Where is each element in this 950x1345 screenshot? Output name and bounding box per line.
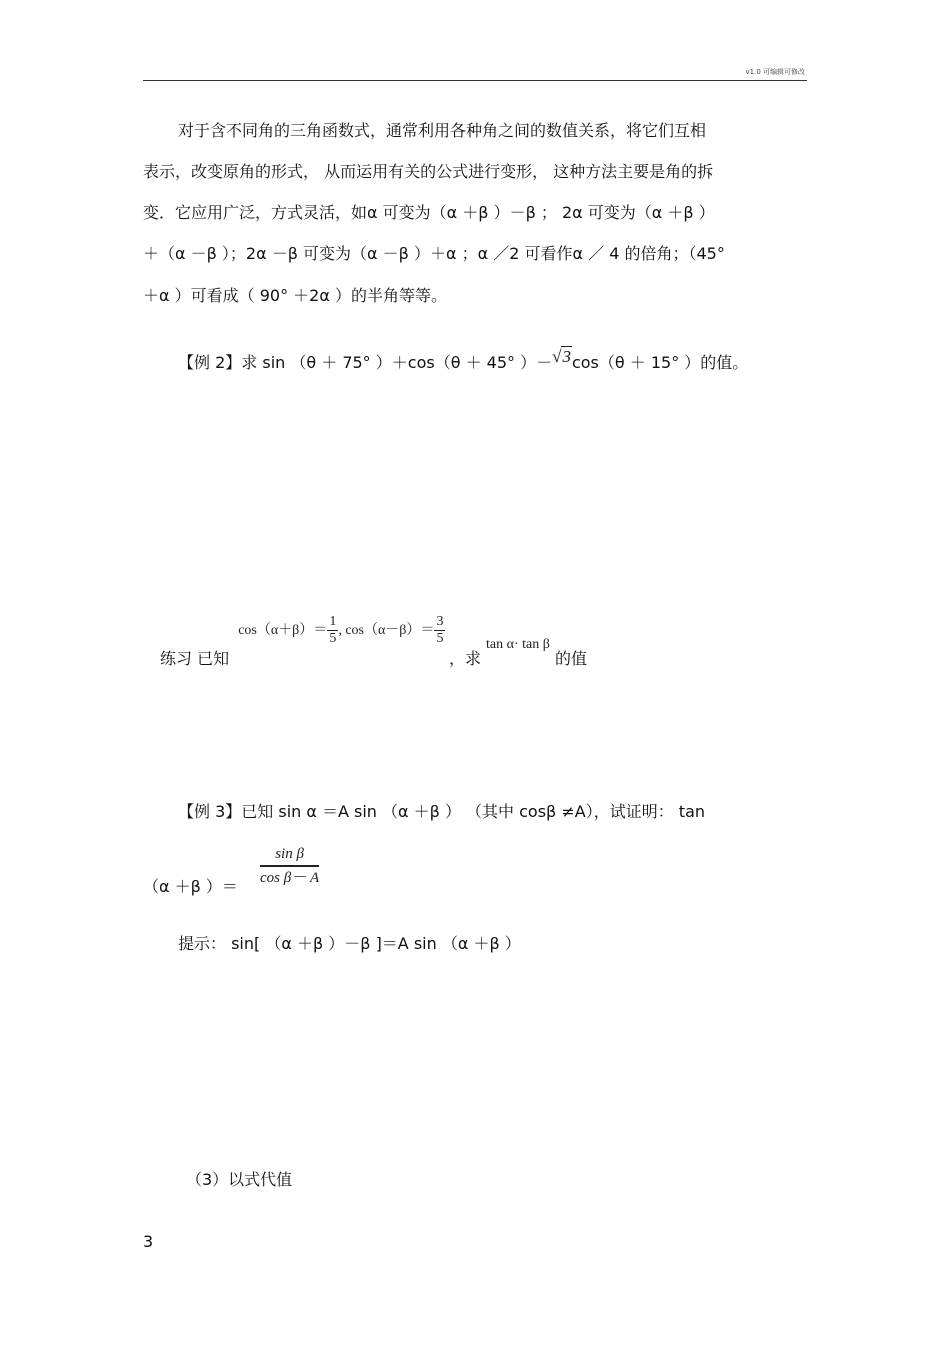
separator: , [338, 622, 346, 638]
intro-line-3: 变．它应用广泛，方式灵活，如α 可变为（α ＋β ）－β ； 2α 可变为（α ＋β ） [143, 203, 715, 222]
sqrt-radicand: 3 [562, 347, 571, 366]
cos-diff-lhs: cos（α－β）＝ [345, 622, 435, 638]
fraction-numerator: 1 [329, 614, 337, 629]
example-3-lhs: （α ＋β ）＝ [143, 877, 238, 896]
header-rule [143, 80, 807, 81]
intro-line-5: ＋α ）可看成（ 90° ＋2α ）的半角等等。 [143, 286, 447, 305]
fraction-numerator: sin β [260, 846, 319, 867]
example-3-line-1: 【例 3】已知 sin α ＝A sin （α ＋β ） （其中 cosβ ≠A），试证明： tan [178, 802, 706, 821]
hint: 提示： sin[ （α ＋β ）－β ]＝A sin （α ＋β ） [178, 934, 521, 953]
practice-tail: 的值 [554, 648, 587, 668]
fraction-numerator: 3 [436, 614, 444, 629]
header-version-note: v1.0 可编辑可修改 [745, 68, 805, 76]
example-2 [178, 347, 749, 373]
fraction-denominator: 5 [329, 631, 337, 646]
practice-mid: ，求 [448, 648, 481, 668]
fraction-denominator: 5 [436, 631, 444, 646]
practice-label: 练习 已知 [160, 648, 230, 668]
example-2-text-b: cos（θ ＋ 15° ）的值。 [571, 353, 749, 372]
fraction-denominator: cos β－ A [260, 870, 320, 886]
example-3-fraction [260, 846, 319, 887]
section-3-heading: （3）以式代值 [186, 1170, 293, 1189]
intro-line-2: 表示，改变原角的形式， 从而运用有关的公式进行变形， 这种方法主要是角的拆 [143, 162, 714, 181]
cos-sum-lhs: cos（α＋β）＝ [238, 622, 328, 638]
sqrt-symbol: √3 [552, 347, 571, 366]
tan-product-expression: tan α· tan β [486, 636, 550, 652]
example-2-text-a: 【例 2】求 sin （θ ＋ 75° ）＋cos（θ ＋ 45° ）－ [178, 353, 553, 372]
intro-line-1: 对于含不同角的三角函数式，通常利用各种角之间的数值关系，将它们互相 [178, 121, 707, 140]
page-number: 3 [143, 1232, 154, 1251]
formula-cos-sum [238, 614, 449, 646]
intro-line-4: ＋（α －β ）；2α －β 可变为（α －β ）＋α ；α ／2 可看作α ／ 4 的倍角；（45° [143, 244, 725, 263]
fraction-three-fifths [434, 614, 445, 647]
fraction-one-fifth [327, 614, 338, 647]
practice [160, 614, 587, 668]
